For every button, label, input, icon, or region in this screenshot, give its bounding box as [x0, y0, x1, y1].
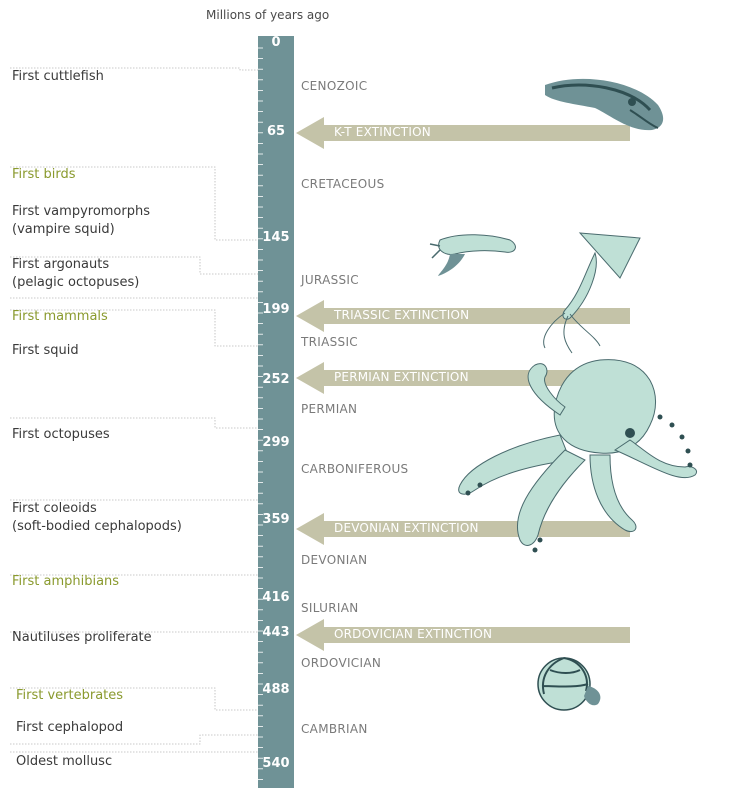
tick-label-359: 359	[262, 512, 290, 527]
tick-label-416: 416	[262, 590, 290, 605]
timeline-bar	[258, 36, 294, 788]
extinction-label: ORDOVICIAN EXTINCTION	[334, 627, 493, 641]
nautilus-illustration	[538, 658, 600, 710]
tick-label-443: 443	[262, 625, 290, 640]
era-label-triassic: TRIASSIC	[301, 335, 358, 349]
era-label-devonian: DEVONIAN	[301, 553, 368, 567]
tick-label-252: 252	[262, 372, 290, 387]
extinction-label: PERMIAN EXTINCTION	[334, 370, 469, 384]
era-label-carboniferous: CARBONIFEROUS	[301, 462, 409, 476]
event-label: First squid	[12, 343, 79, 358]
tick-label-540: 540	[262, 756, 290, 771]
tick-label-299: 299	[262, 435, 290, 450]
squid-illustration	[544, 233, 640, 353]
vampire-squid-illustration	[430, 235, 515, 276]
era-label-permian: PERMIAN	[301, 402, 358, 416]
tick-label-65: 65	[266, 124, 286, 139]
era-label-cretaceous: CRETACEOUS	[301, 177, 385, 191]
event-label: First vertebrates	[16, 688, 124, 703]
extinction-label: TRIASSIC EXTINCTION	[334, 308, 470, 322]
event-label: First argonauts (pelagic octopuses)	[12, 257, 140, 290]
extinction-label: K-T EXTINCTION	[334, 125, 431, 139]
event-label: Oldest mollusc	[16, 754, 113, 769]
cuttlefish-illustration	[545, 79, 663, 130]
event-label: Nautiluses proliferate	[12, 630, 152, 645]
event-label: First cuttlefish	[12, 69, 104, 84]
era-label-jurassic: JURASSIC	[301, 273, 359, 287]
axis-caption: Millions of years ago	[206, 8, 330, 22]
tick-label-488: 488	[262, 682, 290, 697]
event-label: First coleoids (soft-bodied cephalopods)	[12, 501, 182, 534]
event-label: First mammals	[12, 309, 108, 324]
event-label: First amphibians	[12, 574, 120, 589]
tick-label-199: 199	[262, 302, 290, 317]
era-label-cambrian: CAMBRIAN	[301, 722, 368, 736]
extinction-label: DEVONIAN EXTINCTION	[334, 521, 479, 535]
era-label-cenozoic: CENOZOIC	[301, 79, 368, 93]
event-label: First birds	[12, 167, 76, 182]
tick-label-0: 0	[271, 35, 281, 50]
event-label: First cephalopod	[16, 720, 124, 735]
tick-label-145: 145	[262, 230, 290, 245]
era-label-silurian: SILURIAN	[301, 601, 359, 615]
era-label-ordovician: ORDOVICIAN	[301, 656, 382, 670]
event-label: First octopuses	[12, 427, 110, 442]
event-label: First vampyromorphs (vampire squid)	[12, 204, 150, 237]
